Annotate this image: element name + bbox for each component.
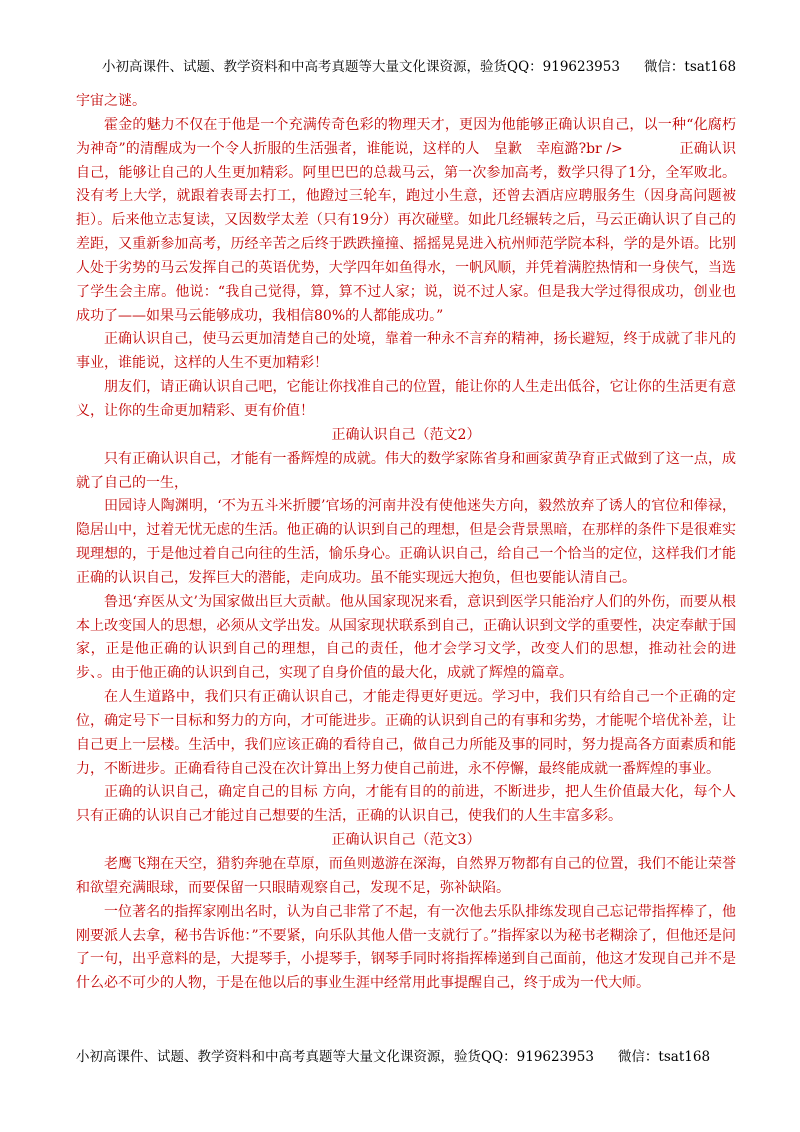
paragraph: 鲁迅‘弃医从文’为国家做出巨大贡献。他从国家现况来看，意识到医学只能治疗人们的外伤，而要从根本上改变国人的思想，必须从文学出发。从国家现状联系到自己，正确认识到文学的重要性，决定奉献于国家，正是他正确的认识到自己的理想，自己的责任，他才会学习文学，改变人们的思想，推动社会的进步、。由于他正确的认识到自己，实现了自身价值的最大化，成就了辉煌的篇章。 (76, 593, 736, 682)
header-wechat: 微信：tsat168 (643, 59, 737, 75)
page-footer (76, 1044, 736, 1070)
paragraph: 朋友们，请正确认识自己吧，它能让你找准自己的位置，能让你的人生走出低谷，它让你的生活更有意义，让你的生命更加精彩、更有价值！ (76, 379, 736, 419)
footer-wechat: 微信：tsat168 (617, 1049, 711, 1065)
paragraph: 田园诗人陶渊明，‘不为五斗米折腰’官场的河南井没有使他迷失方向，毅然放弃了诱人的官位和俸禄，隐居山中，过着无忧无虑的生活。他正确的认识到自己的理想，但是会背景黑暗，在那样的条件下是很难实现理想的，于是他过着自己向往的生活，愉乐身心。正确认识自己，给自己一个恰当的定位，这样我们才能正确的认识自己，发挥巨大的潜能，走向成功。虽不能实现远大抱负，但也要能认清自己。 (76, 498, 736, 586)
paragraph: 只有正确认识自己，才能有一番辉煌的成就。伟大的数学家陈省身和画家黄孕育正式做到了这一点，成就了自己的一生， (76, 450, 736, 491)
paragraph: 老鹰飞翔在天空，猎豹奔驰在草原，而鱼则遨游在深海，自然界万物都有自己的位置，我们不能让荣誉和欲望充满眼球，而要保留一只眼睛观察自己，发现不足，弥补缺陷。 (76, 856, 736, 896)
paragraph: 在人生道路中，我们只有正确认识自己，才能走得更好更远。学习中，我们只有给自己一个正确的定位，确定号下一目标和努力的方向，才可能进步。正确的认识到自己的有事和劣势，才能呢个培优补差，让自己更上一层楼。生活中，我们应该正确的看待自己，做自己力所能及事的同时，努力提高各方面素质和能力，不断进步。正确看待自己没在次计算出上努力使自己前进，永不停懈，最终能成就一番辉煌的事业。 (76, 689, 736, 777)
article-body (76, 90, 736, 996)
header-text: 小初高课件、试题、教学资料和中高考真题等大量文化课资源，验货QQ：919623953 (102, 59, 620, 75)
paragraph: 霍金的魅力不仅在于他是一个充满传奇色彩的物理天才，更因为他能够正确认识自己，以一种“化腐朽为神奇”的清醒成为一个令人折服的生活强者，谁能说，这样的人 皇歉 幸庖潞?br /> 正确认识自己，能够让自己的人生更加精彩。阿里巴巴的总裁马云，第一次参加高考，数学只得了1分，全军败北。没有考上大学，就跟着表哥去打工，他蹬过三轮车，跑过小生意，还曾去酒店应聘服务生（因身高问题被拒）。后来他立志复读，又因数学太差（只有19分）再次碰壁。如此几经辗转之后，马云正确认识了自己的差距，又重新参加高考，历经辛苦之后终于跌跌撞撞、摇摇晃晃进入杭州师范学院本科，学的是外语。比别人处于劣势的马云发挥自己的英语优势，大学四年如鱼得水，一帆风顺，并凭着满腔热情和一身侠气，当选了学生会主席。他说：“我自己觉得，算，算不过人家；说，说不过人家。但是我大学过得很成功，创业也成功了——如果马云能够成功，我相信80%的人都能成功。” (76, 116, 736, 324)
paragraph: 宇宙之谜。 (76, 93, 146, 109)
section-title: 正确认识自己（范文2） (331, 426, 481, 443)
footer-text: 小初高课件、试题、教学资料和中高考真题等大量文化课资源，验货QQ：919623953 (76, 1049, 594, 1065)
paragraph: 一位著名的指挥家刚出名时，认为自己非常了不起，有一次他去乐队排练发现自己忘记带指挥棒了，他刚要派人去拿，秘书告诉他：”不要紧，向乐队其他人借一支就行了。”指挥家以为秘书老糊涂了，但他还是问了一句，出乎意料的是，大提琴手，小提琴手，钢琴手同时将指挥棒递到自己面前，他这才发现自己并不是什么必不可少的人物，于是在他以后的事业生涯中经常用此事提醒自己，终于成为一代大师。 (76, 903, 736, 992)
page-header (102, 54, 742, 80)
paragraph: 正确认识自己，使马云更加清楚自己的处境，靠着一种永不言弃的精神，扬长避短，终于成就了非凡的事业，谁能说，这样的人生不更加精彩！ (76, 331, 736, 372)
paragraph: 正确的认识自己，确定自己的目标 方向，才能有目的的前进，不断进步，把人生价值最大化，每个人只有正确的认识自己才能过自己想要的生活，正确的认识自己，使我们的人生丰富多彩。 (76, 784, 736, 825)
section-title: 正确认识自己（范文3） (331, 832, 481, 849)
